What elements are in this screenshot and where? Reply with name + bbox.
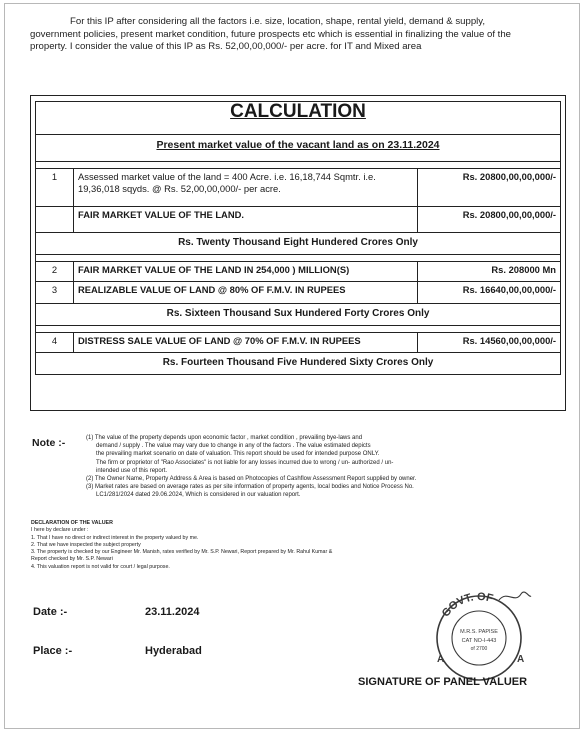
declaration-block — [31, 520, 391, 571]
row-number: 3 — [36, 282, 74, 304]
row-number: 2 — [36, 262, 74, 282]
date-label: Date :- — [33, 606, 68, 618]
calculation-table — [35, 101, 561, 375]
declaration-line: I here by declare under : — [31, 527, 89, 534]
note-line: The firm or proprietor of "Rao Associates" is not liable for any losses incurred due to wrong / un- authorized / un- — [96, 459, 394, 466]
calculation-subtitle: Present market value of the vacant land as on 23.11.2024 — [36, 135, 561, 162]
note-line: (3) Market rates are based on average rates as per site information of property agents, local bodies and Notice Process No. — [86, 484, 414, 491]
stamp-center-line: of 2700 — [470, 646, 488, 652]
stamp-left-text: A — [437, 654, 445, 665]
row-number: 4 — [36, 333, 74, 353]
row-amount: Rs. 20800,00,00,000/- — [418, 169, 561, 207]
date-value: 23.11.2024 — [145, 606, 200, 618]
row-description: FAIR MARKET VALUE OF THE LAND. — [74, 207, 418, 233]
signature-label: SIGNATURE OF PANEL VALUER — [358, 676, 528, 688]
table-row — [36, 262, 561, 282]
spacer — [36, 326, 561, 333]
signature-scribble — [499, 592, 531, 600]
table-row — [36, 333, 561, 353]
intro-line: property. I consider the value of this IP as Rs. 52,00,00,000/- per acre. for IT and Mixed area — [30, 41, 422, 52]
calculation-title: CALCULATION — [36, 102, 561, 135]
notes-block — [86, 434, 556, 500]
row-description: FAIR MARKET VALUE OF THE LAND IN 254,000 ) MILLION(S) — [74, 262, 418, 282]
note-line: LC1/281/2024 dated 29.06.2024, Which is considered in our valuation report. — [96, 492, 301, 499]
row-description: REALIZABLE VALUE OF LAND @ 80% OF F.M.V. IN RUPEES — [74, 282, 418, 304]
intro-paragraph — [30, 16, 555, 54]
row-amount: Rs. 14560,00,00,000/- — [418, 333, 561, 353]
official-stamp — [423, 586, 533, 682]
place-label: Place :- — [33, 645, 73, 657]
row-number: 1 — [36, 169, 74, 207]
row-amount: Rs. 20800,00,00,000/- — [418, 207, 561, 233]
note-line: (1) The value of the property depends upon economic factor , market condition , prevailing bye-laws and — [86, 435, 363, 441]
declaration-line: 4. This valuation report is not valid for court / legal purpose. — [31, 563, 170, 570]
stamp-center-line: M.R.S. PAPISE — [460, 629, 498, 635]
note-label: Note :- — [32, 437, 66, 449]
row-description: DISTRESS SALE VALUE OF LAND @ 70% OF F.M.V. IN RUPEES — [74, 333, 418, 353]
spacer — [36, 162, 561, 169]
note-line: the prevailing market scenario on date of valuation. This report should be used for intended purpose ONLY. — [96, 451, 380, 458]
table-row — [36, 207, 561, 233]
intro-line: For this IP after considering all the factors i.e. size, location, shape, rental yield, demand & supply, — [70, 16, 486, 27]
place-value: Hyderabad — [145, 645, 202, 657]
stamp-right-text: A — [517, 654, 525, 665]
declaration-line: 2. That we have inspected the subject property — [31, 541, 141, 548]
declaration-line: Report checked by Mr. S.P. Newari — [31, 556, 113, 563]
table-row — [36, 169, 561, 207]
amount-in-words: Rs. Fourteen Thousand Five Hundered Sixty Crores Only — [36, 353, 561, 375]
intro-line: government policies, present market condition, future prospects etc which is essential in finalizing the value of the — [30, 28, 512, 40]
amount-in-words: Rs. Twenty Thousand Eight Hundered Crores Only — [36, 233, 561, 255]
table-row — [36, 282, 561, 304]
note-line: demand / supply . The value may vary due to change in any of the factors . The value estimated depicts — [96, 443, 371, 450]
row-number — [36, 207, 74, 233]
row-description: Assessed market value of the land = 400 Acre. i.e. 16,18,744 Sqmtr. i.e. 19,36,018 sqyds. @ Rs. 52,00,00,000/- per acre. — [74, 169, 418, 207]
row-amount: Rs. 208000 Mn — [418, 262, 561, 282]
amount-in-words: Rs. Sixteen Thousand Sux Hundered Forty Crores Only — [36, 304, 561, 326]
note-line: intended use of this report. — [96, 467, 168, 474]
declaration-line: 3. The property is checked by our Engineer Mr. Manish, rates verified by Mr. S.P. Newari, Report prepared by Mr. Rahul Kumar & — [31, 549, 333, 556]
declaration-line: 1. That I have no direct or indirect interest in the property valued by me. — [31, 534, 199, 541]
declaration-heading: DECLARATION OF THE VALUER — [31, 520, 113, 526]
note-line: (2) The Owner Name, Property Address & Area is based on Photocopies of Cashflow Assessment Report supplied by owner. — [86, 476, 417, 483]
stamp-arc-text: GOVT. OF — [439, 590, 495, 620]
stamp-center-line: CAT NO-I-443 — [461, 638, 497, 644]
row-amount: Rs. 16640,00,00,000/- — [418, 282, 561, 304]
spacer — [36, 255, 561, 262]
